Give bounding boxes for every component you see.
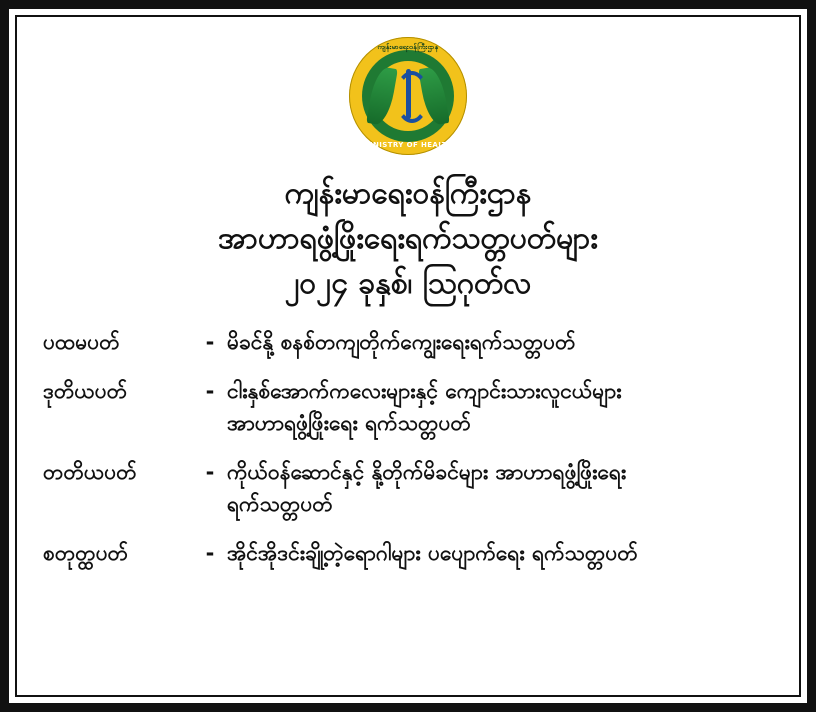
week-title-line1: ငါးနှစ်အောက်ကလေးများနှင့် ကျောင်းသားလူငယ်များ — [227, 378, 622, 403]
week-ordinal: စတုတ္ထပတ် — [43, 540, 129, 565]
week-row — [43, 375, 773, 440]
poster-inner-frame — [15, 15, 801, 697]
emblem-container — [349, 37, 467, 155]
week-dash: - — [205, 378, 215, 403]
week-title-line1: မိခင်နို့ စနစ်တကျတိုက်ကျွေးရေးရက်သတ္တပတ် — [227, 330, 576, 354]
poster-headings — [218, 171, 598, 306]
week-title-line2: အာဟာရဖွံ့ဖြိုးရေး ရက်သတ္တပတ် — [227, 411, 471, 436]
week-title-line1: ကိုယ်ဝန်ဆောင်နှင့် နို့တိုက်မိခင်များ အာဟာရဖွံ့ဖြိုးရေး — [227, 459, 627, 484]
week-title-line1: အိုင်အိုဒင်းချို့တဲ့ရောဂါများ ပပျောက်ရေး ရက်သတ္တပတ် — [227, 540, 638, 565]
ministry-of-health-emblem-icon — [349, 37, 467, 155]
week-dash: - — [205, 540, 215, 565]
week-ordinal: ပထမပတ် — [43, 330, 120, 354]
week-ordinal: တတိယပတ် — [43, 459, 137, 484]
week-dash: - — [205, 459, 215, 484]
week-row — [43, 537, 773, 570]
week-ordinal: ဒုတိယပတ် — [43, 378, 128, 403]
week-title — [227, 456, 773, 521]
week-title — [227, 537, 773, 570]
heading-ministry-name: ကျန်းမာရေးဝန်ကြီးဌာန — [284, 176, 532, 211]
week-row — [43, 326, 773, 359]
week-title-line2: ရက်သတ္တပတ် — [227, 492, 333, 517]
week-row — [43, 456, 773, 521]
heading-date: ၂၀၂၄ ခုနှစ်၊ သြဂုတ်လ — [284, 266, 532, 301]
week-dash: - — [205, 330, 215, 354]
week-title — [227, 375, 773, 440]
weeks-list — [43, 326, 773, 585]
heading-campaign-title: အာဟာရဖွံ့ဖြိုးရေးရက်သတ္တပတ်များ — [218, 221, 598, 256]
emblem-snake-icon — [395, 71, 429, 123]
week-title — [227, 326, 773, 359]
emblem-top-text: ကျန်းမာရေးဝန်ကြီးဌာန — [377, 43, 439, 51]
emblem-bottom-text: MINISTRY OF HEALTH — [362, 141, 454, 149]
